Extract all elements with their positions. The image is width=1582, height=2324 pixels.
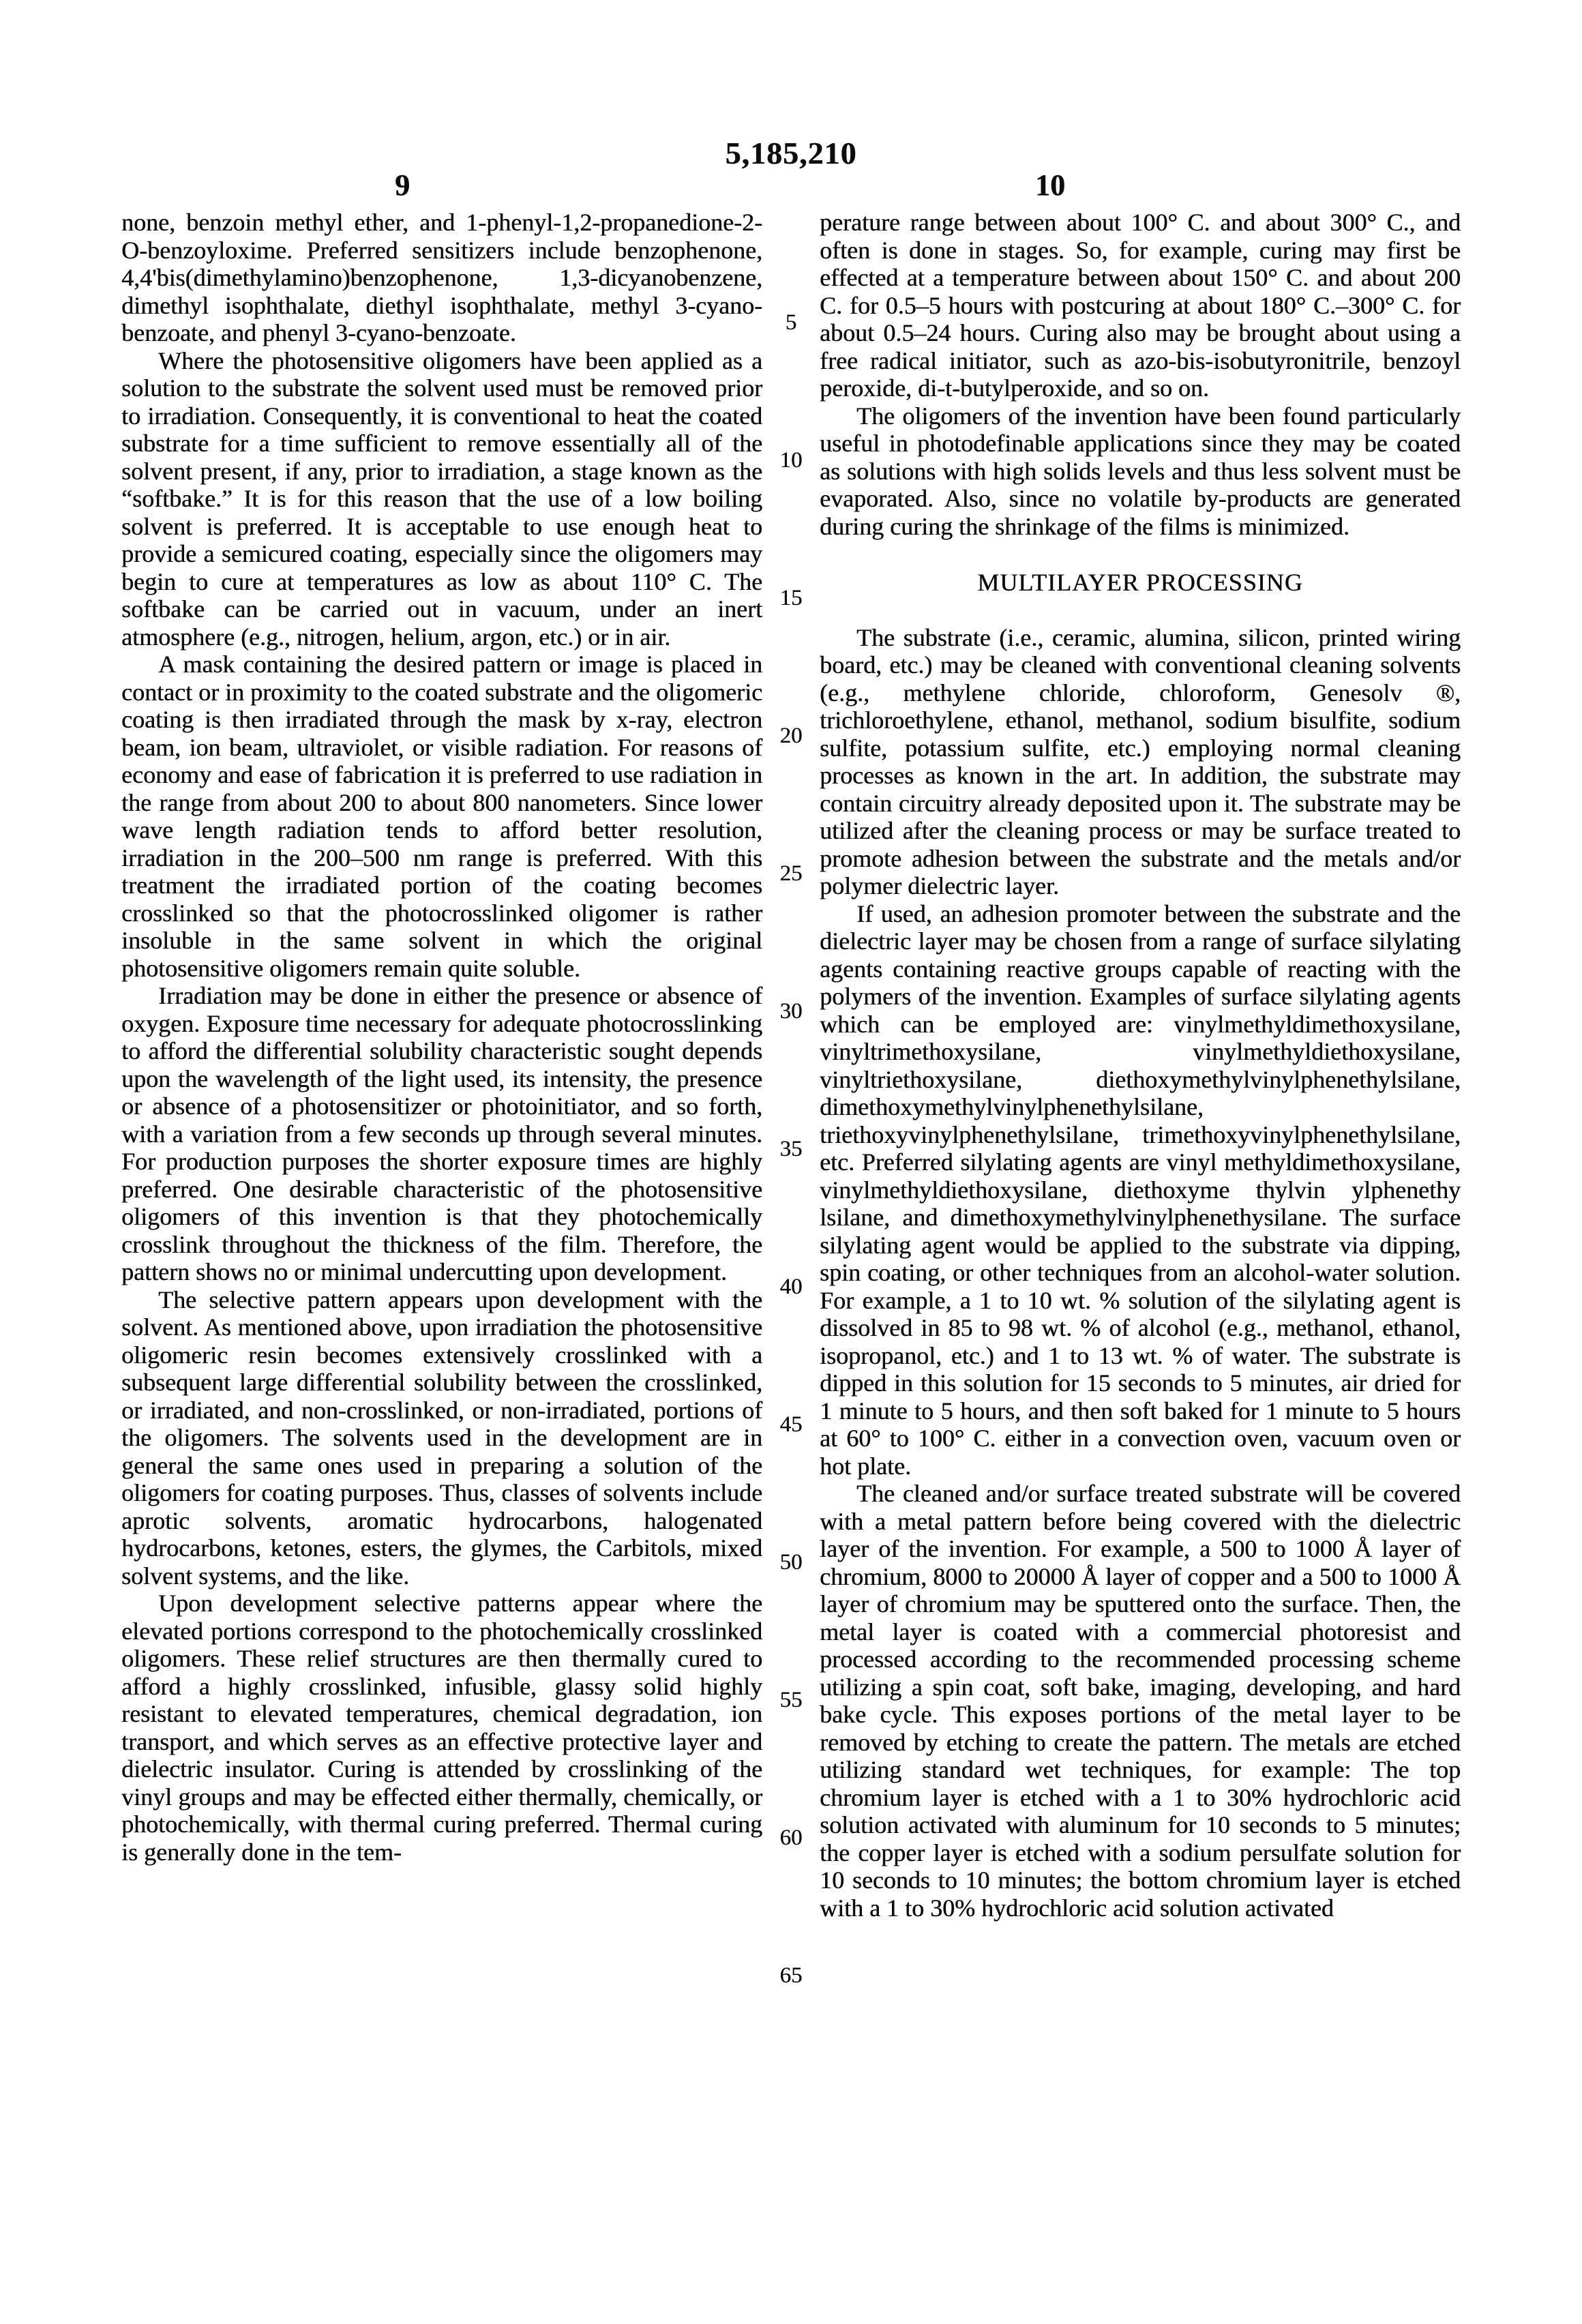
paragraph: A mask containing the desired pattern or image is placed in contact or in proximity to the coated substrate and the oligomeric coating is then irradiated through the mask by x-ray, electron beam, ion beam, ultraviolet, or visible radiation. For reasons of economy and ease of fabrication it is preferred to use radiation in the range from about 200 to about 800 nanometers. Since lower wave length radiation tends to afford better resolution, irradiation in the 200–500 nm range is preferred. With this treatment the irradiated portion of the coating becomes crosslinked so that the photocrosslinked oligomer is rather insoluble in the same solvent in which the original photosensitive oligomers remain quite soluble. (121, 651, 762, 982)
paragraph: none, benzoin methyl ether, and 1-phenyl-1,2-propanedione-2-O-benzoyloxime. Preferred sensitizers include benzophenone, 4,4'bis(dimethylamino)benzophenone, 1,3-dicyanobenzene, dimethyl isophthalate, diethyl isophthalate, methyl 3-cyano-benzoate, and phenyl 3-cyano-benzoate. (121, 209, 762, 346)
line-number: 65 (779, 1963, 803, 1988)
line-number: 35 (779, 1137, 803, 1161)
paragraph: The cleaned and/or surface treated substrate will be covered with a metal pattern before being covered with the dielectric layer of the invention. For example, a 500 to 1000 Å layer of chromium, 8000 to 20000 Å layer of copper and a 500 to 1000 Å layer of chromium may be sputtered onto the surface. Then, the metal layer is coated with a commercial photoresist and processed according to the recommended processing scheme utilizing a spin coat, soft bake, imaging, developing, and hard bake cycle. This exposes portions of the metal layer to be removed by etching to create the pattern. The metals are etched utilizing standard wet techniques, for example: The top chromium layer is etched with a 1 to 30% hydrochloric acid solution activated with aluminum for 10 seconds to 5 minutes; the copper layer is etched with a sodium persulfate solution for 10 seconds to 10 minutes; the bottom chromium layer is etched with a 1 to 30% hydrochloric acid solution activated (820, 1480, 1461, 1922)
patent-number: 5,185,210 (725, 136, 857, 170)
paragraph: perature range between about 100° C. and about 300° C., and often is done in stages. So, for example, curing may first be effected at a temperature between about 150° C. and about 200 C. for 0.5–5 hours with postcuring at about 180° C.–300° C. for about 0.5–24 hours. Curing also may be brought about using a free radical initiator, such as azo-bis-isobutyronitrile, benzoyl peroxide, di-t-butylperoxide, and so on. (820, 209, 1461, 402)
paragraph: Irradiation may be done in either the presence or absence of oxygen. Exposure time necessary for adequate photocrosslinking to afford the differential solubility characteristic sought depends upon the wavelength of the light used, its intensity, the presence or absence of a photosensitizer or photoinitiator, and so forth, with a variation from a few seconds up through several minutes. For production purposes the shorter exposure times are highly preferred. One desirable characteristic of the photosensitive oligomers of this invention is that they photochemically crosslink throughout the thickness of the film. Therefore, the pattern shows no or minimal undercutting upon development. (121, 982, 762, 1285)
line-number: 55 (779, 1688, 803, 1712)
line-number: 40 (779, 1275, 803, 1299)
line-number: 30 (779, 999, 803, 1024)
line-number-gutter (762, 310, 820, 2101)
paragraph: The substrate (i.e., ceramic, alumina, silicon, printed wiring board, etc.) may be cleaned with conventional cleaning solvents (e.g., methylene chloride, chloroform, Genesolv ®, trichloroethylene, ethanol, methanol, sodium bisulfite, sodium sulfite, potassium sulfite, etc.) employing normal cleaning processes as known in the art. In addition, the substrate may contain circuitry already deposited upon it. The substrate may be utilized after the cleaning process or may be surface treated to promote adhesion between the substrate and the metals and/or polymer dielectric layer. (820, 623, 1461, 899)
line-number: 45 (779, 1412, 803, 1437)
section-heading: MULTILAYER PROCESSING (977, 569, 1303, 596)
column-9-number: 9 (395, 168, 410, 202)
line-number: 5 (785, 310, 797, 335)
line-number: 15 (779, 586, 803, 610)
line-number: 50 (779, 1550, 803, 1575)
line-number: 25 (779, 861, 803, 886)
paragraph: Upon development selective patterns appear where the elevated portions correspond to the photochemically crosslinked oligomers. These relief structures are then thermally cured to afford a highly crosslinked, infusible, glassy solid highly resistant to elevated temperatures, chemical degradation, ion transport, and which serves as an effective protective layer and dielectric insulator. Curing is attended by crosslinking of the vinyl groups and may be effected either thermally, chemically, or photochemically, with thermal curing preferred. Thermal curing is generally done in the tem- (121, 1590, 762, 1866)
column-10-number: 10 (1035, 168, 1065, 202)
column-9-text (121, 209, 762, 1866)
column-10-text (820, 209, 1461, 1922)
paragraph: The selective pattern appears upon development with the solvent. As mentioned above, upon irradiation the photosensitive oligomeric resin becomes extensively crosslinked with a subsequent large differential solubility between the crosslinked, or irradiated, and non-crosslinked, or non-irradiated, portions of the oligomers. The solvents used in the development are in general the same ones used in preparing a solution of the oligomers for coating purposes. Thus, classes of solvents include aprotic solvents, aromatic hydrocarbons, halogenated hydrocarbons, ketones, esters, the glymes, the Carbitols, mixed solvent systems, and the like. (121, 1285, 762, 1590)
line-number: 10 (779, 448, 803, 473)
paragraph: Where the photosensitive oligomers have been applied as a solution to the substrate the solvent used must be removed prior to irradiation. Consequently, it is conventional to heat the coated substrate for a time sufficient to remove essentially all of the solvent present, if any, prior to irradiation, a stage known as the “softbake.” It is for this reason that the use of a low boiling solvent is preferred. It is acceptable to use enough heat to provide a semicured coating, especially since the oligomers may begin to cure at temperatures as low as about 110° C. The softbake can be carried out in vacuum, under an inert atmosphere (e.g., nitrogen, helium, argon, etc.) or in air. (121, 346, 762, 651)
line-number: 60 (779, 1826, 803, 1850)
paragraph: If used, an adhesion promoter between the substrate and the dielectric layer may be chosen from a range of surface silylating agents containing reactive groups capable of reacting with the polymers of the invention. Examples of surface silylating agents which can be employed are: vinylmethyldimethoxysilane, vinyltrimethoxysilane, vinylmethyldiethoxysilane, vinyltriethoxysilane, diethoxymethylvinylphenethylsilane, dimethoxymethylvinylphenethylsilane, triethoxyvinylphenethylsilane, trimethoxyvinylphenethylsilane, etc. Preferred silylating agents are vinyl methyldimethoxysilane, vinylmethyldiethoxysilane, diethoxyme thylvin ylphenethy lsilane, and dimethoxymethylvinylphenethysilane. The surface silylating agent would be applied to the substrate via dipping, spin coating, or other techniques from an alcohol-water solution. For example, a 1 to 10 wt. % solution of the silylating agent is dissolved in 85 to 98 wt. % of alcohol (e.g., methanol, ethanol, isopropanol, etc.) and 1 to 13 wt. % of water. The substrate is dipped in this solution for 15 seconds to 5 minutes, air dried for 1 minute to 5 hours, and then soft baked for 1 minute to 5 hours at 60° to 100° C. either in a convection oven, vacuum oven or hot plate. (820, 899, 1461, 1480)
line-number: 20 (779, 724, 803, 748)
paragraph: The oligomers of the invention have been found particularly useful in photodefinable applications since they may be coated as solutions with high solids levels and thus less solvent must be evaporated. Also, since no volatile by-products are generated during curing the shrinkage of the films is minimized. (820, 402, 1461, 540)
